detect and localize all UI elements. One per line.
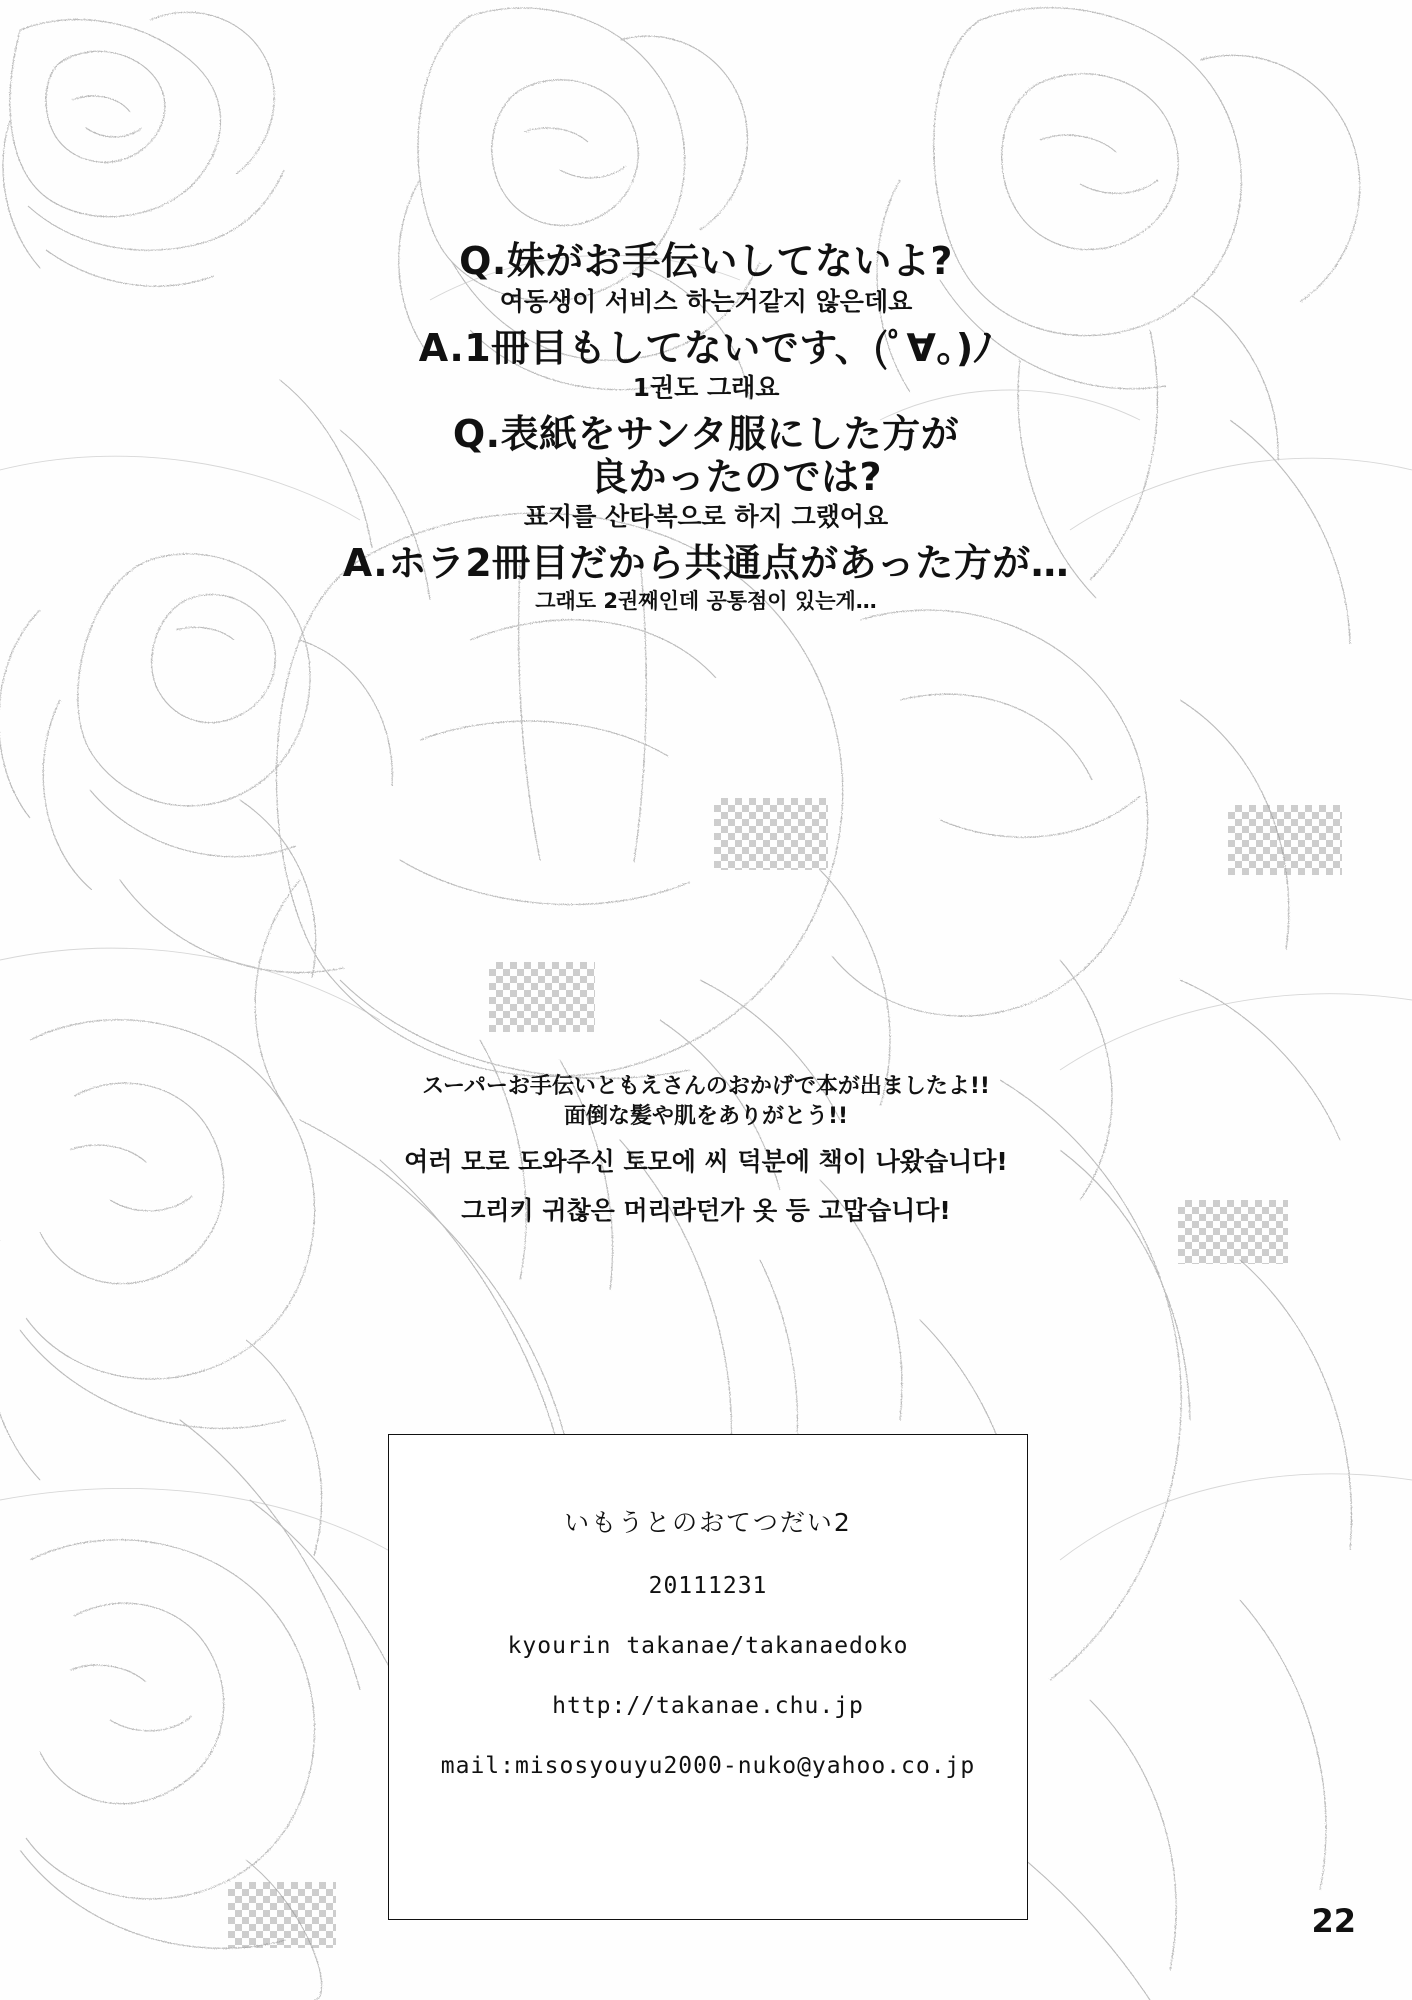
- thanks-block: [0, 1072, 1412, 1228]
- thanks-kr-line-1: 여러 모로 도와주신 토모에 씨 덕분에 책이 나왔습니다!: [404, 1147, 1008, 1177]
- mosaic-censor-block: [228, 1882, 336, 1948]
- qa-question-2-kr: 표지를 산타복으로 하지 그랬어요: [523, 502, 889, 532]
- mosaic-censor-block: [489, 962, 595, 1032]
- colophon-box: [388, 1434, 1028, 1920]
- qa-question-1-jp: Q.妹がお手伝いしてないよ?: [459, 239, 953, 283]
- qa-text-block: [0, 240, 1412, 624]
- qa-answer-1-jp: A.1冊目もしてないです、(ﾟ∀｡)ﾉ: [418, 325, 994, 370]
- mosaic-censor-block: [714, 798, 828, 870]
- colophon-circle: kyourin takanae/takanaedoko: [507, 1633, 909, 1659]
- page-number: 22: [1311, 1902, 1356, 1940]
- colophon-date: 20111231: [648, 1573, 768, 1599]
- qa-answer-2-kr: 그래도 2권째인데 공통점이 있는게…: [535, 588, 877, 613]
- thanks-kr-line-2: 그리키 귀찮은 머리라던가 옷 등 고맙습니다!: [461, 1195, 951, 1225]
- qa-question-2-jp-line1: Q.表紙をサンタ服にした方が: [452, 412, 960, 457]
- thanks-jp-line-1: スーパーお手伝いともえさんのおかげで本が出ましたよ!!: [422, 1074, 990, 1099]
- colophon-title: いもうとのおてつだい2: [564, 1508, 852, 1537]
- colophon-mail[interactable]: mail:misosyouyu2000-nuko@yahoo.co.jp: [440, 1753, 976, 1779]
- qa-answer-1-kr: 1권도 그래요: [632, 373, 780, 403]
- qa-question-2-jp-line2: 良かったのでは?: [589, 454, 883, 499]
- qa-question-1-kr: 여동생이 서비스 하는거같지 않은데요: [499, 286, 913, 316]
- qa-answer-2-jp: A.ホラ2冊目だから共通点があった方が…: [342, 541, 1070, 586]
- thanks-jp-line-2: 面倒な髪や肌をありがとう!!: [563, 1103, 849, 1129]
- mosaic-censor-block: [1228, 805, 1342, 875]
- colophon-url[interactable]: http://takanae.chu.jp: [552, 1693, 864, 1719]
